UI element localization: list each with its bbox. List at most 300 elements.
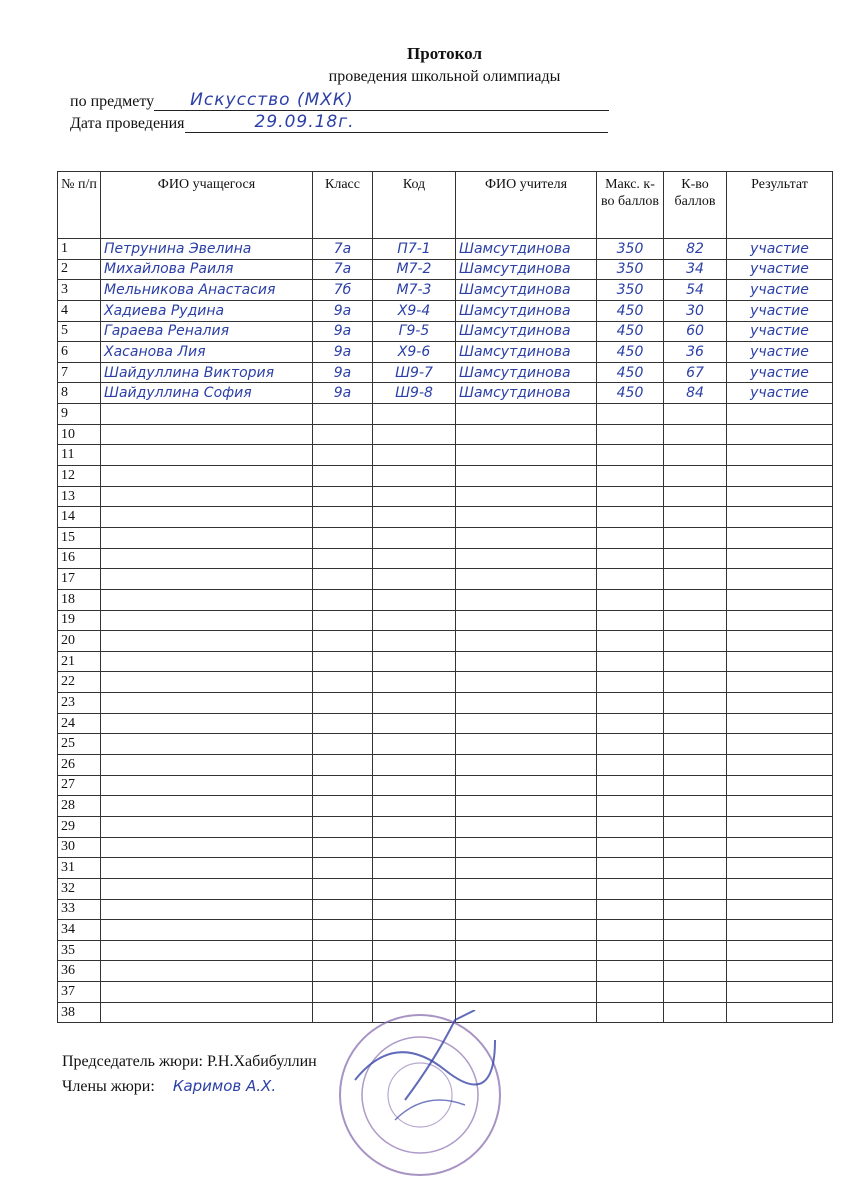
result-cell — [727, 672, 833, 693]
result-cell — [727, 610, 833, 631]
student-class-cell — [313, 404, 373, 425]
column-header: Код — [373, 172, 456, 239]
participant-code-cell — [373, 424, 456, 445]
jury-chair: Председатель жюри: Р.Н.Хабибуллин — [62, 1053, 317, 1070]
max-score-cell: 350 — [597, 280, 664, 301]
row-number-cell: 13 — [58, 486, 101, 507]
teacher-name-cell — [456, 878, 597, 899]
max-score-cell — [597, 404, 664, 425]
score-cell — [664, 589, 727, 610]
student-name-cell — [101, 837, 313, 858]
participant-code-cell — [373, 961, 456, 982]
result-cell: участие — [727, 321, 833, 342]
max-score-cell: 350 — [597, 259, 664, 280]
score-cell — [664, 775, 727, 796]
table-row — [58, 796, 833, 817]
result-cell — [727, 899, 833, 920]
participant-code-cell — [373, 610, 456, 631]
max-score-cell — [597, 837, 664, 858]
student-class-cell — [313, 569, 373, 590]
result-cell — [727, 651, 833, 672]
date-field — [70, 114, 608, 133]
student-class-cell: 9а — [313, 300, 373, 321]
score-cell — [664, 445, 727, 466]
result-cell — [727, 424, 833, 445]
student-name-cell — [101, 589, 313, 610]
column-header: К-во баллов — [664, 172, 727, 239]
max-score-cell — [597, 816, 664, 837]
table-row — [58, 259, 833, 280]
student-class-cell: 9а — [313, 362, 373, 383]
max-score-cell — [597, 940, 664, 961]
max-score-cell — [597, 651, 664, 672]
teacher-name-cell — [456, 672, 597, 693]
table-row — [58, 672, 833, 693]
result-cell — [727, 589, 833, 610]
table-row — [58, 961, 833, 982]
max-score-cell — [597, 672, 664, 693]
student-name-cell — [101, 631, 313, 652]
student-name-cell: Шайдуллина София — [101, 383, 313, 404]
student-class-cell — [313, 734, 373, 755]
teacher-name-cell — [456, 424, 597, 445]
table-row — [58, 527, 833, 548]
row-number-cell: 16 — [58, 548, 101, 569]
max-score-cell — [597, 878, 664, 899]
student-class-cell: 7б — [313, 280, 373, 301]
student-name-cell — [101, 445, 313, 466]
result-cell — [727, 569, 833, 590]
result-cell — [727, 982, 833, 1003]
result-cell — [727, 734, 833, 755]
row-number-cell: 14 — [58, 507, 101, 528]
score-cell — [664, 920, 727, 941]
student-name-cell — [101, 548, 313, 569]
row-number-cell: 36 — [58, 961, 101, 982]
participant-code-cell — [373, 940, 456, 961]
teacher-name-cell — [456, 775, 597, 796]
column-header: № п/п — [58, 172, 101, 239]
result-cell — [727, 796, 833, 817]
teacher-name-cell: Шамсутдинова — [456, 362, 597, 383]
student-class-cell — [313, 445, 373, 466]
teacher-name-cell: Шамсутдинова — [456, 321, 597, 342]
participant-code-cell — [373, 878, 456, 899]
table-row — [58, 837, 833, 858]
table-row — [58, 858, 833, 879]
student-class-cell — [313, 610, 373, 631]
student-name-cell: Шайдуллина Виктория — [101, 362, 313, 383]
max-score-cell: 450 — [597, 300, 664, 321]
score-cell — [664, 1002, 727, 1023]
participant-code-cell: Ш9-8 — [373, 383, 456, 404]
student-class-cell — [313, 940, 373, 961]
column-header: Класс — [313, 172, 373, 239]
row-number-cell: 22 — [58, 672, 101, 693]
score-cell — [664, 878, 727, 899]
table-row — [58, 940, 833, 961]
score-cell — [664, 713, 727, 734]
participant-code-cell — [373, 796, 456, 817]
max-score-cell — [597, 693, 664, 714]
score-cell — [664, 466, 727, 487]
score-cell — [664, 837, 727, 858]
student-name-cell: Михайлова Раиля — [101, 259, 313, 280]
student-class-cell — [313, 466, 373, 487]
max-score-cell — [597, 610, 664, 631]
participant-code-cell — [373, 466, 456, 487]
participant-code-cell — [373, 693, 456, 714]
teacher-name-cell — [456, 920, 597, 941]
column-header: Результат — [727, 172, 833, 239]
student-name-cell — [101, 982, 313, 1003]
result-cell — [727, 816, 833, 837]
row-number-cell: 8 — [58, 383, 101, 404]
teacher-name-cell — [456, 713, 597, 734]
table-row — [58, 713, 833, 734]
score-cell — [664, 816, 727, 837]
max-score-cell — [597, 755, 664, 776]
row-number-cell: 38 — [58, 1002, 101, 1023]
score-cell — [664, 693, 727, 714]
student-class-cell — [313, 899, 373, 920]
student-class-cell — [313, 424, 373, 445]
result-cell: участие — [727, 300, 833, 321]
student-class-cell: 7а — [313, 239, 373, 260]
table-row — [58, 899, 833, 920]
participant-code-cell — [373, 672, 456, 693]
row-number-cell: 21 — [58, 651, 101, 672]
student-class-cell — [313, 672, 373, 693]
participant-code-cell: П7-1 — [373, 239, 456, 260]
max-score-cell — [597, 734, 664, 755]
participant-code-cell — [373, 404, 456, 425]
student-class-cell: 9а — [313, 383, 373, 404]
student-name-cell: Хадиева Рудина — [101, 300, 313, 321]
max-score-cell: 450 — [597, 321, 664, 342]
teacher-name-cell — [456, 816, 597, 837]
teacher-name-cell — [456, 734, 597, 755]
result-cell — [727, 713, 833, 734]
student-class-cell — [313, 755, 373, 776]
score-cell — [664, 755, 727, 776]
score-cell: 36 — [664, 342, 727, 363]
participant-code-cell — [373, 548, 456, 569]
result-cell: участие — [727, 280, 833, 301]
row-number-cell: 27 — [58, 775, 101, 796]
teacher-name-cell — [456, 858, 597, 879]
row-number-cell: 25 — [58, 734, 101, 755]
teacher-name-cell — [456, 404, 597, 425]
table-row — [58, 300, 833, 321]
participant-code-cell — [373, 569, 456, 590]
student-class-cell: 7а — [313, 259, 373, 280]
score-cell — [664, 858, 727, 879]
score-cell: 67 — [664, 362, 727, 383]
student-name-cell: Хасанова Лия — [101, 342, 313, 363]
row-number-cell: 18 — [58, 589, 101, 610]
teacher-name-cell: Шамсутдинова — [456, 383, 597, 404]
row-number-cell: 17 — [58, 569, 101, 590]
participant-code-cell — [373, 445, 456, 466]
result-cell: участие — [727, 342, 833, 363]
participant-code-cell — [373, 486, 456, 507]
participant-code-cell — [373, 713, 456, 734]
student-class-cell — [313, 507, 373, 528]
student-name-cell — [101, 610, 313, 631]
result-cell — [727, 486, 833, 507]
score-cell: 34 — [664, 259, 727, 280]
student-class-cell — [313, 527, 373, 548]
max-score-cell — [597, 589, 664, 610]
row-number-cell: 1 — [58, 239, 101, 260]
row-number-cell: 5 — [58, 321, 101, 342]
row-number-cell: 12 — [58, 466, 101, 487]
table-row — [58, 775, 833, 796]
result-cell — [727, 755, 833, 776]
row-number-cell: 20 — [58, 631, 101, 652]
row-number-cell: 30 — [58, 837, 101, 858]
table-row — [58, 610, 833, 631]
score-cell: 54 — [664, 280, 727, 301]
result-cell — [727, 404, 833, 425]
table-row — [58, 362, 833, 383]
max-score-cell — [597, 1002, 664, 1023]
student-class-cell — [313, 548, 373, 569]
participant-code-cell: М7-2 — [373, 259, 456, 280]
student-name-cell — [101, 940, 313, 961]
result-cell — [727, 527, 833, 548]
score-cell — [664, 486, 727, 507]
row-number-cell: 34 — [58, 920, 101, 941]
teacher-name-cell — [456, 899, 597, 920]
student-class-cell — [313, 693, 373, 714]
result-cell — [727, 858, 833, 879]
max-score-cell — [597, 466, 664, 487]
participant-code-cell — [373, 651, 456, 672]
max-score-cell — [597, 507, 664, 528]
subject-line — [154, 92, 609, 111]
teacher-name-cell — [456, 982, 597, 1003]
score-cell — [664, 672, 727, 693]
table-row — [58, 280, 833, 301]
student-name-cell: Мельникова Анастасия — [101, 280, 313, 301]
result-cell: участие — [727, 259, 833, 280]
participant-code-cell — [373, 507, 456, 528]
student-name-cell — [101, 466, 313, 487]
results-table — [57, 171, 833, 1023]
participant-code-cell — [373, 858, 456, 879]
max-score-cell: 350 — [597, 239, 664, 260]
teacher-name-cell — [456, 569, 597, 590]
table-row — [58, 383, 833, 404]
table-row — [58, 878, 833, 899]
score-cell — [664, 424, 727, 445]
teacher-name-cell — [456, 548, 597, 569]
column-header: ФИО учителя — [456, 172, 597, 239]
score-cell — [664, 507, 727, 528]
table-row — [58, 569, 833, 590]
teacher-name-cell: Шамсутдинова — [456, 259, 597, 280]
max-score-cell — [597, 713, 664, 734]
student-name-cell — [101, 569, 313, 590]
student-class-cell: 9а — [313, 321, 373, 342]
score-cell: 60 — [664, 321, 727, 342]
table-row — [58, 755, 833, 776]
teacher-name-cell — [456, 961, 597, 982]
teacher-name-cell — [456, 631, 597, 652]
student-class-cell: 9а — [313, 342, 373, 363]
result-cell — [727, 466, 833, 487]
student-class-cell — [313, 878, 373, 899]
teacher-name-cell — [456, 837, 597, 858]
document-subtitle: проведения школьной олимпиады — [328, 68, 561, 85]
student-class-cell — [313, 713, 373, 734]
max-score-cell — [597, 982, 664, 1003]
max-score-cell — [597, 569, 664, 590]
student-name-cell — [101, 527, 313, 548]
table-row — [58, 548, 833, 569]
table-body — [58, 239, 833, 1023]
student-name-cell — [101, 1002, 313, 1023]
row-number-cell: 37 — [58, 982, 101, 1003]
jury-members — [62, 1077, 276, 1096]
score-cell — [664, 527, 727, 548]
student-class-cell — [313, 796, 373, 817]
date-label: Дата проведения — [70, 115, 185, 132]
max-score-cell — [597, 548, 664, 569]
table-row — [58, 507, 833, 528]
max-score-cell — [597, 899, 664, 920]
participant-code-cell — [373, 775, 456, 796]
result-cell: участие — [727, 362, 833, 383]
student-name-cell — [101, 693, 313, 714]
jury-members-label: Члены жюри: — [62, 1078, 155, 1095]
teacher-name-cell — [456, 589, 597, 610]
result-cell — [727, 548, 833, 569]
teacher-name-cell — [456, 466, 597, 487]
participant-code-cell — [373, 982, 456, 1003]
score-cell — [664, 569, 727, 590]
max-score-cell — [597, 445, 664, 466]
teacher-name-cell — [456, 610, 597, 631]
table-row — [58, 631, 833, 652]
table-row — [58, 734, 833, 755]
student-name-cell — [101, 920, 313, 941]
participant-code-cell: Х9-4 — [373, 300, 456, 321]
participant-code-cell — [373, 920, 456, 941]
row-number-cell: 15 — [58, 527, 101, 548]
student-name-cell — [101, 961, 313, 982]
score-cell — [664, 982, 727, 1003]
teacher-name-cell — [456, 507, 597, 528]
table-row — [58, 445, 833, 466]
row-number-cell: 23 — [58, 693, 101, 714]
teacher-name-cell — [456, 527, 597, 548]
max-score-cell — [597, 796, 664, 817]
score-cell — [664, 404, 727, 425]
result-cell — [727, 693, 833, 714]
table-header-row — [58, 172, 833, 239]
row-number-cell: 26 — [58, 755, 101, 776]
table-row — [58, 651, 833, 672]
teacher-name-cell: Шамсутдинова — [456, 239, 597, 260]
result-cell: участие — [727, 239, 833, 260]
result-cell — [727, 445, 833, 466]
table-row — [58, 486, 833, 507]
score-cell — [664, 961, 727, 982]
student-name-cell — [101, 672, 313, 693]
max-score-cell: 450 — [597, 362, 664, 383]
score-cell: 82 — [664, 239, 727, 260]
participant-code-cell — [373, 631, 456, 652]
table-row — [58, 342, 833, 363]
score-cell: 84 — [664, 383, 727, 404]
participant-code-cell — [373, 899, 456, 920]
max-score-cell: 450 — [597, 342, 664, 363]
result-cell — [727, 920, 833, 941]
student-name-cell — [101, 486, 313, 507]
table-row — [58, 693, 833, 714]
date-line — [185, 114, 608, 133]
participant-code-cell — [373, 755, 456, 776]
max-score-cell — [597, 486, 664, 507]
score-cell — [664, 548, 727, 569]
row-number-cell: 2 — [58, 259, 101, 280]
participant-code-cell: Х9-6 — [373, 342, 456, 363]
table-row — [58, 239, 833, 260]
student-class-cell — [313, 837, 373, 858]
table-row — [58, 424, 833, 445]
student-name-cell — [101, 713, 313, 734]
student-class-cell — [313, 651, 373, 672]
max-score-cell — [597, 858, 664, 879]
teacher-name-cell — [456, 693, 597, 714]
student-name-cell — [101, 878, 313, 899]
score-cell: 30 — [664, 300, 727, 321]
max-score-cell — [597, 424, 664, 445]
result-cell — [727, 961, 833, 982]
max-score-cell — [597, 775, 664, 796]
score-cell — [664, 631, 727, 652]
table-row — [58, 404, 833, 425]
participant-code-cell — [373, 589, 456, 610]
row-number-cell: 28 — [58, 796, 101, 817]
score-cell — [664, 899, 727, 920]
score-cell — [664, 940, 727, 961]
max-score-cell — [597, 961, 664, 982]
score-cell — [664, 651, 727, 672]
row-number-cell: 33 — [58, 899, 101, 920]
result-cell — [727, 631, 833, 652]
max-score-cell — [597, 920, 664, 941]
subject-label: по предмету — [70, 93, 155, 110]
score-cell — [664, 796, 727, 817]
row-number-cell: 11 — [58, 445, 101, 466]
subject-field — [70, 92, 609, 111]
student-name-cell — [101, 899, 313, 920]
score-cell — [664, 734, 727, 755]
participant-code-cell — [373, 527, 456, 548]
row-number-cell: 29 — [58, 816, 101, 837]
table-row — [58, 321, 833, 342]
row-number-cell: 4 — [58, 300, 101, 321]
student-name-cell — [101, 424, 313, 445]
row-number-cell: 31 — [58, 858, 101, 879]
participant-code-cell — [373, 734, 456, 755]
student-name-cell — [101, 651, 313, 672]
result-cell — [727, 837, 833, 858]
